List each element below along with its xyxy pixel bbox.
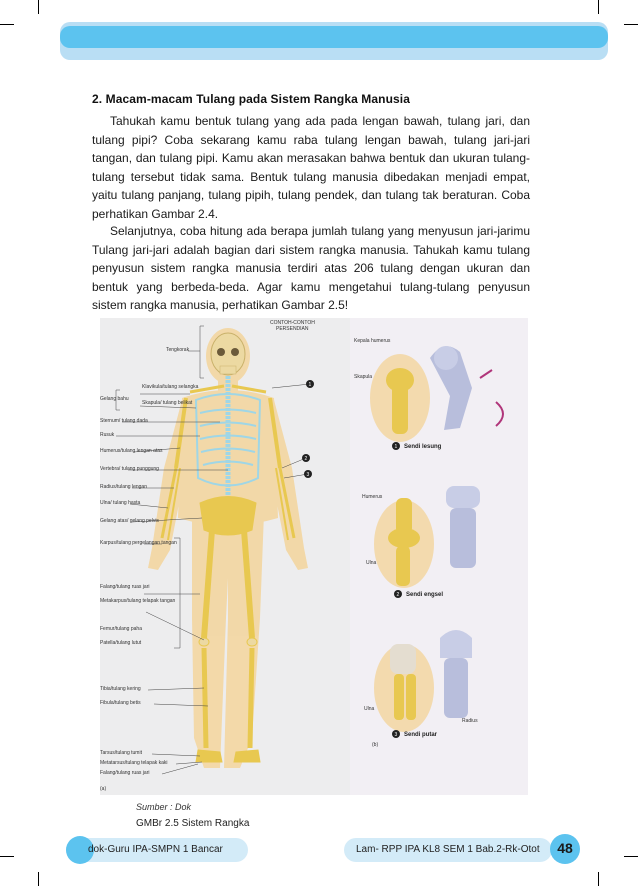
label-falang-tangan: Falang/tulang ruas jari [100, 584, 150, 590]
crop-mark [598, 872, 599, 886]
crop-mark [624, 24, 638, 25]
label-humerus-joint: Humerus [362, 494, 383, 500]
footer-left-text: dok-Guru IPA-SMPN 1 Bancar [88, 844, 223, 855]
figure-caption: GMBr 2.5 Sistem Rangka [136, 818, 250, 829]
crop-mark [0, 24, 14, 25]
crop-mark [598, 0, 599, 14]
label-kepala-humerus: Kepala humerus [354, 338, 391, 344]
crop-mark [0, 856, 14, 857]
label-tengkorak: Tengkorak [166, 347, 190, 353]
label-tibia: Tibia/tulang kering [100, 686, 141, 692]
label-ulna: Ulna/ tulang hasta [100, 500, 141, 506]
label-radius: Radius/tulang lengan [100, 484, 147, 490]
crop-mark [38, 872, 39, 886]
paragraph-1: Tahukah kamu bentuk tulang yang ada pada lengan bawah, tulang jari, dan tulang pipi? Coba sekarang kamu raba tulang lengan bawah, tulang jari-jari tangan, dan tulang pipi. Kamu akan merasakan bahwa bentuk dan ukuran tulang-tulang tersebut tidak sama. Bentuk tulang manusia dibedakan menjadi empat, yaitu tulang panjang, tulang pipih, tulang pendek, dan tulang tak beraturan. Coba perhatikan Gambar 2.4. [92, 114, 530, 221]
label-falang-kaki: Falang/tulang ruas jari [100, 770, 150, 776]
label-humerus: Humerus/tulang lengan atas [100, 448, 163, 454]
paragraph-2: Selanjutnya, coba hitung ada berapa jumlah tulang yang menyusun jari-jarimu Tulang jari-jari adalah bagian dari sistem rangka manusia. Tahukah kamu tulang penyusun sistem rangka manusia terdiri atas 206 tulang dengan ukuran dan bentuk yang berbeda-beda. Agar kamu mengetahui tulang-tulang penyusun sistem rangka manusia, perhatikan Gambar 2.5! [92, 224, 530, 312]
label-gelang-pelvis: Gelang atas/ gelang pelvis [100, 518, 159, 524]
label-patella: Patella/tulang lutut [100, 640, 142, 646]
header-band-stripe [60, 26, 608, 48]
label-gelang-bahu: Gelang bahu [100, 396, 129, 402]
figure-header-1: CONTOH-CONTOH [270, 320, 315, 326]
joint-2-name: Sendi engsel [406, 592, 444, 598]
joint-markers [302, 380, 314, 478]
footer-right-text: Lam- RPP IPA KL8 SEM 1 Bab.2-Rk-Otot [356, 844, 540, 855]
figure-header-2: PERSENDIAN [276, 326, 309, 332]
label-skapula-joint: Skapula [354, 374, 373, 380]
label-ulna-joint: Ulna [366, 560, 377, 566]
label-vertebra: Vertebra/ tulang punggung [100, 466, 159, 472]
label-tarsus: Tarsus/tulang tumit [100, 750, 142, 756]
figure-source: Sumber : Dok [136, 802, 192, 812]
label-klavikula: Klavikula/tulang selangka [142, 384, 199, 390]
label-fibula: Fibula/tulang betis [100, 700, 141, 706]
page-number: 48 [557, 840, 573, 856]
joint-1-name: Sendi lesung [404, 444, 442, 450]
marker-1: 1 [308, 382, 312, 388]
joint-3-num: 3 [394, 732, 398, 738]
label-metakarpus: Metakarpus/tulang telapak tangan [100, 598, 176, 604]
marker-3: 3 [306, 472, 310, 478]
crop-mark [38, 0, 39, 14]
joint-1-num: 1 [394, 444, 398, 450]
label-metatarsus: Metatarsus/tulang telapak kaki [100, 760, 168, 766]
header-band [60, 22, 608, 60]
crop-mark [624, 856, 638, 857]
marker-2: 2 [304, 456, 308, 462]
label-skapula: Skapula/ tulang belikat [142, 400, 193, 406]
label-femur: Femur/tulang paha [100, 626, 142, 632]
label-sternum: Sternum/ tulang dada [100, 418, 148, 424]
label-ulna-pivot: Ulna [364, 706, 375, 712]
label-radius-pivot: Radius [462, 718, 478, 724]
skeleton-figure [100, 318, 528, 795]
joint-3-name: Sendi putar [404, 732, 438, 738]
section-heading: 2. Macam-macam Tulang pada Sistem Rangka Manusia [92, 92, 411, 106]
panel-a-label: (a) [100, 786, 107, 792]
joint-2-num: 2 [396, 592, 400, 598]
panel-b-label: (b) [372, 742, 379, 748]
skeleton-illustration [100, 318, 528, 795]
label-karpus: Karpus/tulang pergelangan tangan [100, 540, 177, 546]
label-rusuk: Rusuk [100, 432, 115, 438]
